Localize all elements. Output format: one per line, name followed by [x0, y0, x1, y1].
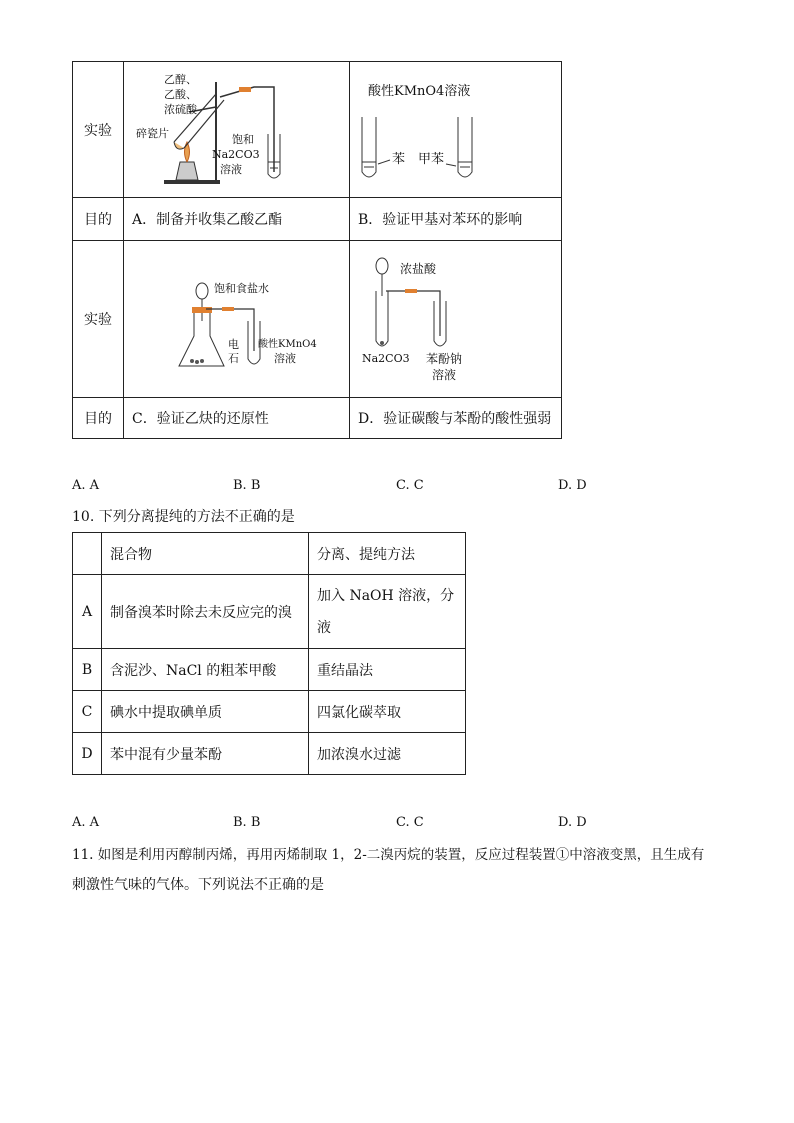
row-label: 实验 — [73, 62, 124, 198]
acetylene-apparatus-diagram — [124, 241, 300, 397]
apparatus-d — [350, 241, 561, 397]
label-ethanol: 乙醇、 — [164, 73, 197, 86]
option-b[interactable]: B. B — [233, 478, 261, 493]
label-kmno4: 酸性KMnO4溶液 — [368, 84, 471, 99]
row-label: 目的 — [73, 398, 124, 439]
q9-options — [72, 478, 672, 496]
row-mixture: 碘水中提取碘单质 — [102, 691, 309, 733]
row-mixture: 苯中混有少量苯酚 — [102, 733, 309, 775]
row-mixture: 制备溴苯时除去未反应完的溴 — [102, 575, 309, 649]
purpose-b: B．验证甲基对苯环的影响 — [350, 198, 562, 241]
apparatus-b — [350, 62, 561, 197]
option-c[interactable]: C. C — [396, 815, 424, 830]
header-method: 分离、提纯方法 — [309, 533, 466, 575]
row-key: C — [73, 691, 102, 733]
row-label: 实验 — [73, 241, 124, 398]
row-mixture: 含泥沙、NaCl 的粗苯甲酸 — [102, 649, 309, 691]
label-acetic-acid: 乙酸、 — [164, 88, 197, 101]
apparatus-c — [124, 241, 317, 397]
row-key: D — [73, 733, 102, 775]
label-solution-c: 溶液 — [274, 352, 296, 365]
apparatus-a — [124, 62, 300, 197]
option-a[interactable]: A. A — [72, 478, 100, 493]
label-brine: 饱和食盐水 — [214, 282, 269, 295]
label-toluene: 甲苯 — [418, 152, 445, 167]
label-phenolate: 苯酚钠 — [426, 352, 463, 366]
header-mixture: 混合物 — [102, 533, 309, 575]
purpose-c: C．验证乙炔的还原性 — [124, 398, 350, 439]
row-key: B — [73, 649, 102, 691]
q11-line-2: 刺激性气味的气体。下列说法不正确的是 — [72, 877, 324, 893]
row-method: 重结晶法 — [309, 649, 466, 691]
option-d[interactable]: D. D — [558, 815, 587, 830]
label-phenolate-solution: 溶液 — [432, 368, 457, 382]
experiment-table — [72, 61, 562, 439]
purpose-a: A．制备并收集乙酸乙酯 — [124, 198, 350, 241]
label-saturated: 饱和 — [232, 133, 254, 146]
purpose-d: D．验证碳酸与苯酚的酸性强弱 — [350, 398, 562, 439]
label-hcl: 浓盐酸 — [400, 262, 437, 276]
label-carbide-2: 石 — [228, 352, 239, 365]
row-label: 目的 — [73, 198, 124, 241]
row-key: A — [73, 575, 102, 649]
row-method — [309, 575, 466, 649]
option-b[interactable]: B. B — [233, 815, 261, 830]
row-method: 加浓溴水过滤 — [309, 733, 466, 775]
method-line-2: 液 — [317, 619, 331, 636]
kmno4-tubes-diagram — [350, 62, 561, 197]
option-a[interactable]: A. A — [72, 815, 100, 830]
option-d[interactable]: D. D — [558, 478, 587, 493]
label-chips: 碎瓷片 — [136, 127, 169, 140]
label-sulfuric-acid: 浓硫酸 — [164, 103, 197, 116]
figure-a-cell — [124, 62, 350, 198]
q10-options — [72, 815, 672, 833]
label-na2co3-d: Na2CO3 — [362, 352, 410, 365]
row-method: 四氯化碳萃取 — [309, 691, 466, 733]
label-na2co3: Na2CO3 — [212, 148, 260, 161]
q11-line-1: 11. 如图是利用丙醇制丙烯，再用丙烯制取 1，2-二溴丙烷的装置，反应过程装置①中溶液变黑，且生成有 — [72, 847, 705, 863]
header-blank — [73, 533, 102, 575]
label-kmno4-c: 酸性KMnO4 — [258, 339, 317, 350]
method-line-1: 加入 NaOH 溶液，分 — [317, 587, 455, 604]
q10-stem: 10. 下列分离提纯的方法不正确的是 — [72, 509, 295, 525]
label-benzene: 苯 — [392, 152, 406, 167]
option-c[interactable]: C. C — [396, 478, 424, 493]
separation-table — [72, 532, 466, 775]
figure-c-cell — [124, 241, 350, 398]
label-carbide-1: 电 — [228, 338, 239, 351]
figure-d-cell — [350, 241, 562, 398]
label-solution: 溶液 — [220, 163, 242, 176]
figure-b-cell — [350, 62, 562, 198]
